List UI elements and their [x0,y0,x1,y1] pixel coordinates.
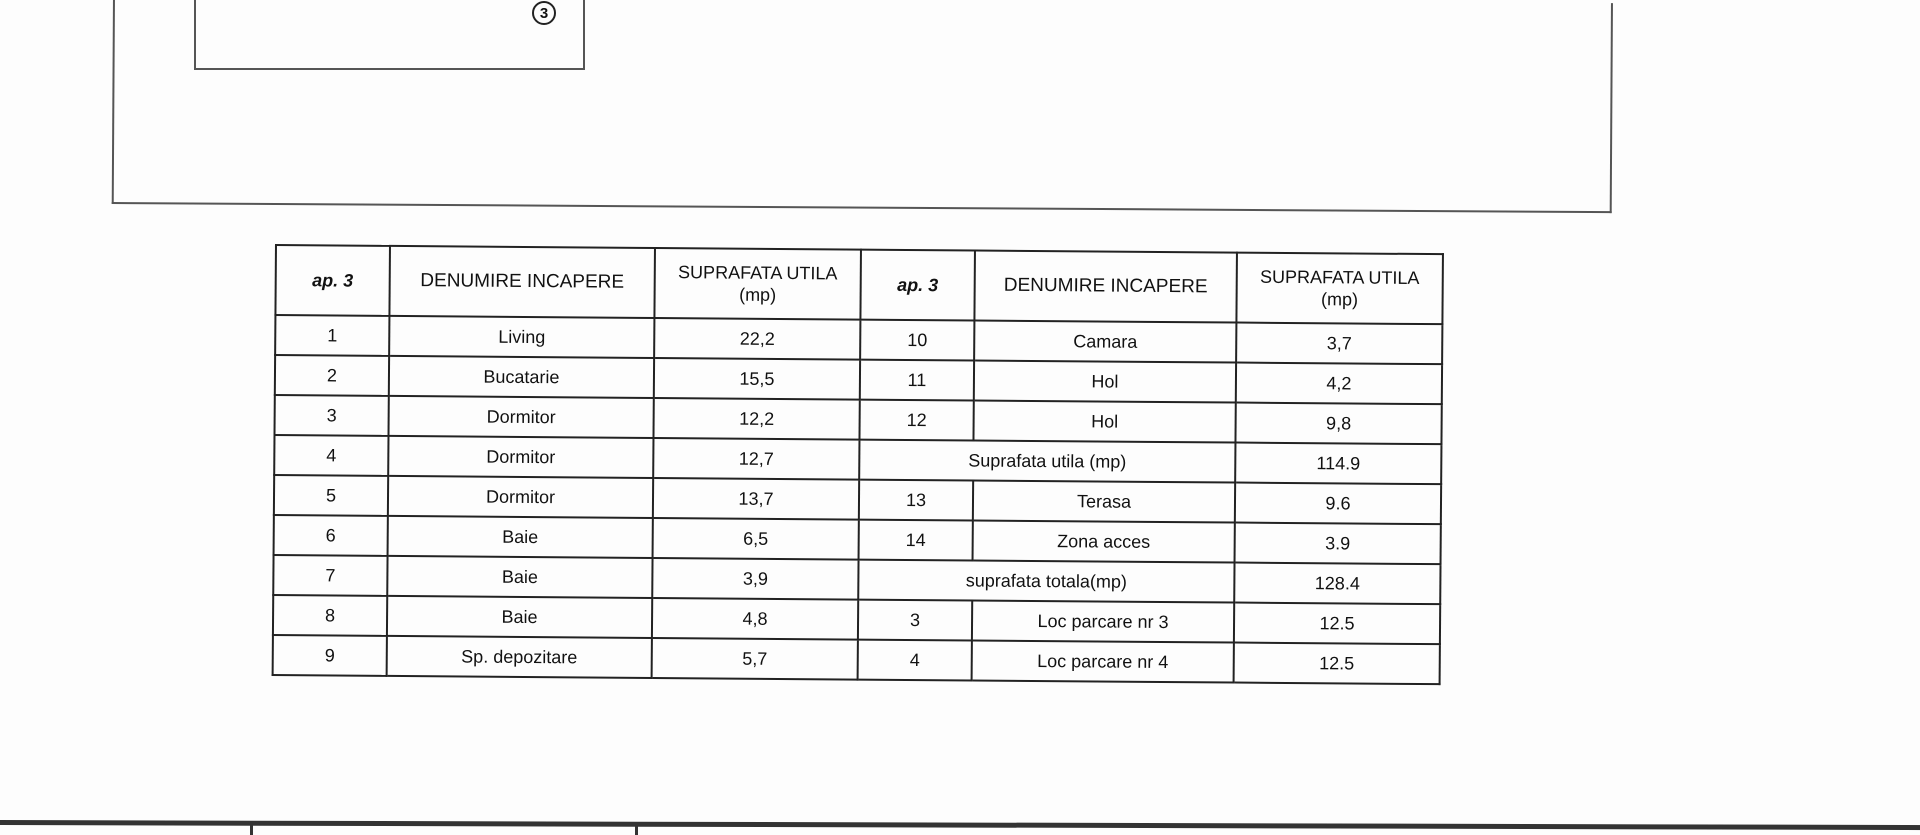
room-area: 9.6 [1235,483,1441,525]
room-name: Terasa [973,480,1235,522]
room-name: Zona acces [973,520,1235,562]
room-name: Bucatarie [389,356,654,398]
drawing-line-mark [335,0,425,4]
room-name: Baie [388,516,653,558]
room-area: 3,7 [1236,323,1442,365]
parking-name: Loc parcare nr 3 [972,600,1234,642]
room-number: 13 [859,480,973,521]
parking-number: 3 [858,600,972,641]
header-ap-left: ap. 3 [275,245,390,316]
parking-name: Loc parcare nr 4 [972,640,1234,682]
room-area: 15,5 [654,358,860,400]
room-number: 4 [274,435,388,476]
room-area: 12,2 [653,398,859,440]
room-number: 6 [274,515,388,556]
room-number: 5 [274,475,388,516]
room-area: 3,9 [652,558,858,600]
room-area: 3.9 [1235,523,1441,565]
room-number: 9 [273,635,387,676]
header-usable-area-right [1236,253,1443,325]
header-room-name-right: DENUMIRE INCAPERE [974,250,1237,322]
room-area: 12,7 [653,438,859,480]
room-number: 10 [860,320,974,361]
header-usable-area-right-label: SUPRAFATA UTILA [1260,266,1420,288]
room-number: 2 [275,355,389,396]
room-area: 22,2 [654,318,860,360]
room-area: 4,2 [1236,363,1442,405]
header-usable-area-left [654,248,861,320]
room-number: 7 [273,555,387,596]
header-usable-area-left-label: SUPRAFATA UTILA [678,261,838,283]
room-number: 1 [275,315,389,356]
room-area: 4,8 [652,598,858,640]
title-block-divider [635,825,638,835]
header-ap-right: ap. 3 [860,250,975,321]
room-name: Baie [387,596,652,638]
room-name: Camara [974,320,1236,362]
room-area: 5,7 [652,638,858,680]
title-block-border [0,820,1920,835]
usable-area-subtotal-label: Suprafata utila (mp) [859,440,1235,483]
parking-area: 12.5 [1234,643,1440,685]
room-number: 14 [859,520,973,561]
header-usable-area-left-unit: (mp) [739,284,777,305]
title-block-divider [250,825,253,835]
room-number: 8 [273,595,387,636]
header-room-name-left: DENUMIRE INCAPERE [389,246,655,318]
total-area-value: 128.4 [1234,563,1440,605]
room-name: Dormitor [388,476,653,518]
header-usable-area-right-unit: (mp) [1321,289,1359,310]
room-area-table [272,244,1444,685]
room-area: 13,7 [653,478,859,520]
room-number: 11 [860,360,974,401]
room-name: Baie [387,556,652,598]
table-header-row [275,245,1443,324]
floor-plan-room-box [194,0,585,70]
room-name: Hol [974,360,1236,402]
room-number: 12 [859,400,973,441]
room-marker-circle [532,1,556,25]
parking-number: 4 [858,640,972,681]
room-area: 9,8 [1235,403,1441,445]
room-number: 3 [274,395,388,436]
room-name: Hol [973,400,1235,442]
room-name: Sp. depozitare [387,636,652,678]
room-marker-number: 3 [539,4,549,22]
table-row [273,635,1440,684]
total-area-label: suprafata totala(mp) [858,560,1234,603]
room-name: Living [389,316,654,358]
room-name: Dormitor [388,436,653,478]
room-area: 6,5 [653,518,859,560]
parking-area: 12.5 [1234,603,1440,645]
room-name: Dormitor [388,396,653,438]
usable-area-subtotal-value: 114.9 [1235,443,1441,485]
